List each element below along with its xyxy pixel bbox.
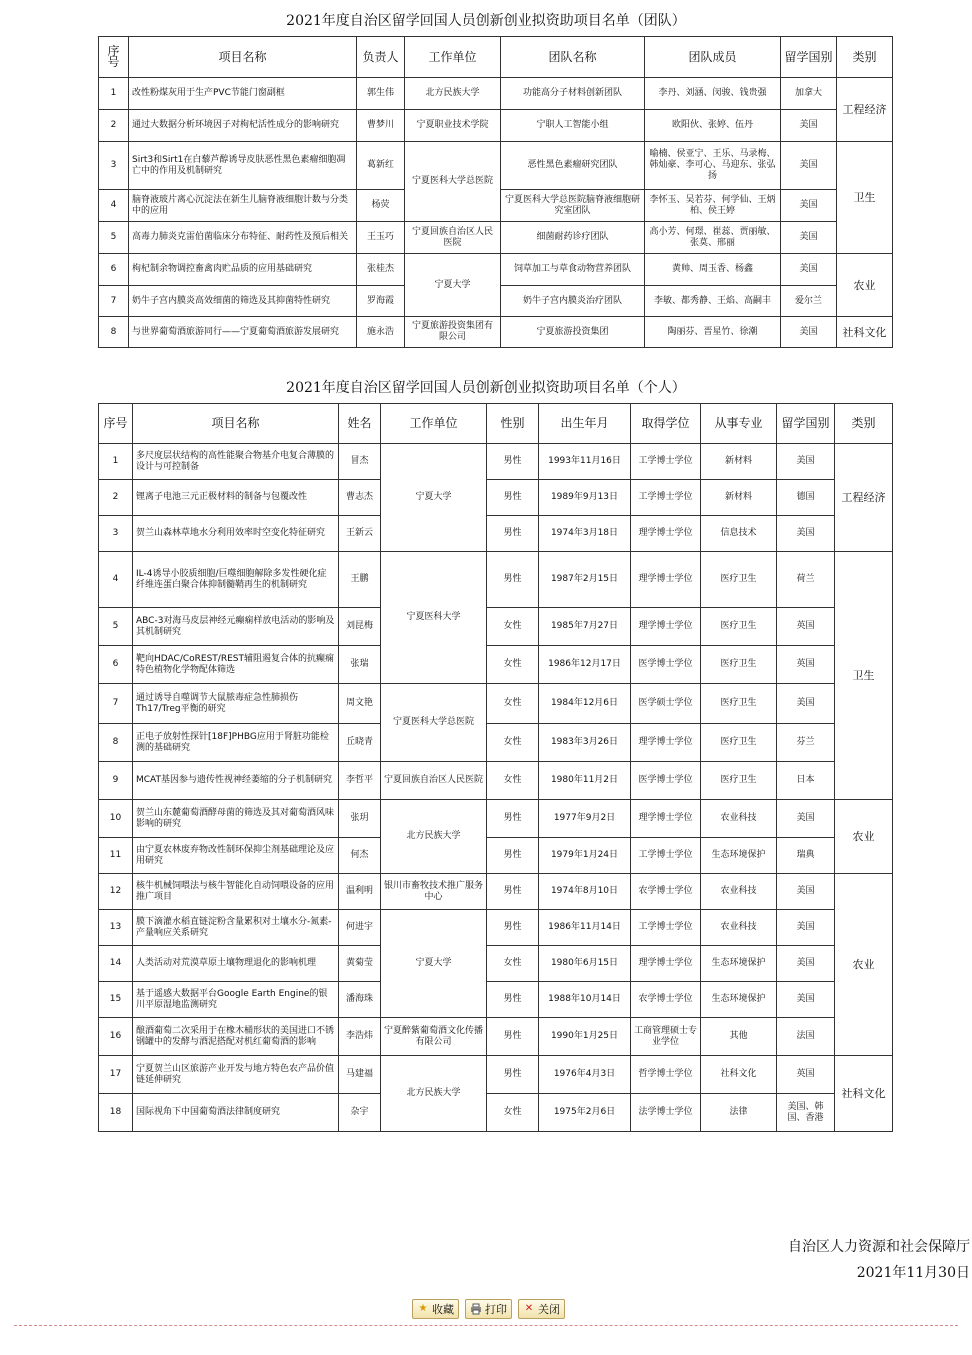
cell-degree: 工商管理硕士专业学位 — [631, 1018, 701, 1056]
person-table-title: 2021年度自治区留学回国人员创新创业拟资助项目名单（个人） — [286, 380, 686, 396]
cell-no: 15 — [99, 982, 133, 1018]
cell-degree: 工学博士学位 — [631, 910, 701, 946]
header-country: 留学国别 — [781, 37, 837, 78]
table-row — [99, 684, 893, 724]
cell-team: 恶性黑色素瘤研究团队 — [501, 142, 645, 190]
cell-degree: 理学博士学位 — [631, 946, 701, 982]
cell-country: 美国 — [781, 254, 837, 286]
team-table — [98, 36, 893, 348]
cell-degree: 工学博士学位 — [631, 480, 701, 516]
cell-unit: 宁夏回族自治区人民医院 — [381, 762, 487, 800]
cell-team: 宁夏旅游投资集团 — [501, 317, 645, 348]
cell-country: 美国 — [781, 222, 837, 254]
cell-no: 2 — [99, 110, 129, 142]
table-row — [99, 552, 893, 608]
cell-birth: 1987年2月15日 — [539, 552, 631, 608]
cell-major: 信息技术 — [701, 516, 777, 552]
cell-major: 医疗卫生 — [701, 552, 777, 608]
cell-country: 美国 — [777, 516, 835, 552]
cell-major: 法律 — [701, 1094, 777, 1132]
cell-birth: 1986年12月17日 — [539, 646, 631, 684]
cell-birth: 1979年1月24日 — [539, 838, 631, 874]
action-buttons — [412, 1299, 565, 1319]
cell-no: 3 — [99, 516, 133, 552]
cell-team: 宁职人工智能小组 — [501, 110, 645, 142]
cell-gender: 男性 — [487, 1056, 539, 1094]
cell-category: 社科文化 — [835, 1056, 893, 1132]
cell-degree: 理学博士学位 — [631, 800, 701, 838]
header-unit: 工作单位 — [381, 404, 487, 444]
cell-birth: 1980年11月2日 — [539, 762, 631, 800]
cell-birth: 1985年7月27日 — [539, 608, 631, 646]
cell-unit: 宁夏醉紫葡萄酒文化传播有限公司 — [381, 1018, 487, 1056]
cell-members: 李丹、刘涵、闵骏、钱贵强 — [645, 78, 781, 110]
cell-country: 美国 — [781, 190, 837, 222]
table-row — [99, 910, 893, 946]
issuing-organization: 自治区人力资源和社会保障厅 — [788, 1239, 970, 1255]
cell-country: 美国 — [777, 910, 835, 946]
cell-degree: 理学博士学位 — [631, 516, 701, 552]
table-row — [99, 254, 893, 286]
cell-name: 冒杰 — [339, 444, 381, 480]
cell-no: 13 — [99, 910, 133, 946]
cell-major: 生态环境保护 — [701, 982, 777, 1018]
header-members: 团队成员 — [645, 37, 781, 78]
table-row — [99, 1094, 893, 1132]
cell-unit: 宁夏大学 — [381, 910, 487, 1018]
cell-no: 7 — [99, 286, 129, 317]
cell-project: 枸杞制余物调控畜禽肉贮品质的应用基础研究 — [129, 254, 357, 286]
cell-degree: 理学博士学位 — [631, 724, 701, 762]
cell-birth: 1988年10月14日 — [539, 982, 631, 1018]
header-project: 项目名称 — [129, 37, 357, 78]
cell-degree: 理学博士学位 — [631, 608, 701, 646]
cell-name: 李哲平 — [339, 762, 381, 800]
cell-birth: 1986年11月14日 — [539, 910, 631, 946]
favorite-button[interactable] — [412, 1299, 459, 1319]
cell-name: 张玥 — [339, 800, 381, 838]
cell-project: 国际视角下中国葡萄酒法律制度研究 — [133, 1094, 339, 1132]
table-row — [99, 874, 893, 910]
cell-project: IL-4诱导小胶质细胞/巨噬细胞解除多发性硬化症纤维连蛋白聚合体抑制髓鞘再生的机制研究 — [133, 552, 339, 608]
cell-leader: 郭生伟 — [357, 78, 405, 110]
table-row — [99, 444, 893, 480]
print-button[interactable] — [465, 1299, 512, 1319]
table-row — [99, 317, 893, 348]
cell-major: 医疗卫生 — [701, 684, 777, 724]
cell-gender: 女性 — [487, 684, 539, 724]
header-leader: 负责人 — [357, 37, 405, 78]
table-row — [99, 142, 893, 190]
cell-leader: 杨荧 — [357, 190, 405, 222]
cell-birth: 1975年2月6日 — [539, 1094, 631, 1132]
issue-date: 2021年11月30日 — [856, 1265, 970, 1281]
cell-major: 农业科技 — [701, 800, 777, 838]
cell-category: 农业 — [835, 874, 893, 1056]
cell-name: 何杰 — [339, 838, 381, 874]
cell-country: 荷兰 — [777, 552, 835, 608]
cell-country: 英国 — [777, 646, 835, 684]
cell-project: MCAT基因参与遗传性视神经萎缩的分子机制研究 — [133, 762, 339, 800]
table-row — [99, 1056, 893, 1094]
cell-name: 王新云 — [339, 516, 381, 552]
cell-no: 8 — [99, 724, 133, 762]
cell-country: 美国、韩国、香港 — [777, 1094, 835, 1132]
cell-no: 1 — [99, 78, 129, 110]
cell-major: 医疗卫生 — [701, 724, 777, 762]
cell-name: 丘晓青 — [339, 724, 381, 762]
cell-unit: 宁夏回族自治区人民医院 — [405, 222, 501, 254]
cell-major: 新材料 — [701, 444, 777, 480]
cell-country: 美国 — [777, 874, 835, 910]
favorite-label: 收藏 — [432, 1303, 454, 1316]
cell-name: 黄菊莹 — [339, 946, 381, 982]
cell-members: 李怀玉、吴若芬、何学仙、王炳柏、侯王婷 — [645, 190, 781, 222]
header-major: 从事专业 — [701, 404, 777, 444]
cell-leader: 王玉巧 — [357, 222, 405, 254]
cell-unit: 宁夏旅游投资集团有限公司 — [405, 317, 501, 348]
cell-degree: 医学博士学位 — [631, 762, 701, 800]
cell-leader: 曹梦川 — [357, 110, 405, 142]
cell-name: 温利明 — [339, 874, 381, 910]
cell-unit: 银川市畜牧技术推广服务中心 — [381, 874, 487, 910]
cell-major: 医疗卫生 — [701, 608, 777, 646]
cell-no: 4 — [99, 190, 129, 222]
header-country: 留学国别 — [777, 404, 835, 444]
table-row — [99, 724, 893, 762]
cell-country: 爱尔兰 — [781, 286, 837, 317]
star-icon: ★ — [418, 1303, 428, 1314]
cell-major: 农业科技 — [701, 874, 777, 910]
cell-name: 潘海珠 — [339, 982, 381, 1018]
cell-project: 多尺度层状结构的高性能聚合物基介电复合薄膜的设计与可控制备 — [133, 444, 339, 480]
cell-name: 何进宇 — [339, 910, 381, 946]
cell-country: 美国 — [781, 110, 837, 142]
cell-project: 与世界葡萄酒旅游同行——宁夏葡萄酒旅游发展研究 — [129, 317, 357, 348]
table-row — [99, 608, 893, 646]
cell-gender: 男性 — [487, 838, 539, 874]
cell-category: 工程经济 — [837, 78, 893, 142]
cell-country: 美国 — [781, 142, 837, 190]
cell-country: 英国 — [777, 1056, 835, 1094]
cell-birth: 1977年9月2日 — [539, 800, 631, 838]
cell-gender: 男性 — [487, 800, 539, 838]
cell-name: 李浩炜 — [339, 1018, 381, 1056]
cell-degree: 农学博士学位 — [631, 982, 701, 1018]
cell-no: 6 — [99, 254, 129, 286]
cell-no: 4 — [99, 552, 133, 608]
header-unit: 工作单位 — [405, 37, 501, 78]
cell-team: 宁夏医科大学总医院脑脊液细胞研究室团队 — [501, 190, 645, 222]
cell-major: 医疗卫生 — [701, 646, 777, 684]
cell-gender: 男性 — [487, 910, 539, 946]
cell-no: 12 — [99, 874, 133, 910]
cell-major: 生态环境保护 — [701, 838, 777, 874]
close-button[interactable] — [518, 1299, 565, 1319]
header-birth: 出生年月 — [539, 404, 631, 444]
cell-team: 细菌耐药诊疗团队 — [501, 222, 645, 254]
cell-project: 正电子放射性探针[18F]PHBG应用于肾脏功能检测的基础研究 — [133, 724, 339, 762]
person-header-row — [99, 404, 893, 444]
printer-icon — [470, 1303, 482, 1315]
cell-major: 生态环境保护 — [701, 946, 777, 982]
cell-name: 周文艳 — [339, 684, 381, 724]
cell-name: 刘昆梅 — [339, 608, 381, 646]
cell-country: 英国 — [777, 608, 835, 646]
table-row — [99, 222, 893, 254]
cell-gender: 女性 — [487, 1094, 539, 1132]
cell-degree: 哲学博士学位 — [631, 1056, 701, 1094]
cell-birth: 1990年1月25日 — [539, 1018, 631, 1056]
cell-name: 杂宇 — [339, 1094, 381, 1132]
print-label: 打印 — [485, 1303, 507, 1316]
table-row — [99, 838, 893, 874]
cell-project: 贺兰山东麓葡萄酒酵母菌的筛选及其对葡萄酒风味影响的研究 — [133, 800, 339, 838]
cell-team: 饲草加工与草食动物营养团队 — [501, 254, 645, 286]
cell-no: 1 — [99, 444, 133, 480]
cell-birth: 1974年3月18日 — [539, 516, 631, 552]
cell-members: 陶丽芬、晋星竹、徐潮 — [645, 317, 781, 348]
cell-country: 芬兰 — [777, 724, 835, 762]
cell-degree: 工学博士学位 — [631, 838, 701, 874]
cell-project: 膜下滴灌水稻直链淀粉含量累积对土壤水分-氮素-产量响应关系研究 — [133, 910, 339, 946]
cell-major: 医疗卫生 — [701, 762, 777, 800]
person-table — [98, 403, 893, 1132]
cell-no: 3 — [99, 142, 129, 190]
table-row — [99, 982, 893, 1018]
cell-gender: 男性 — [487, 552, 539, 608]
close-label: 关闭 — [538, 1303, 560, 1316]
cell-project: 通过大数据分析环境因子对枸杞活性成分的影响研究 — [129, 110, 357, 142]
cell-no: 17 — [99, 1056, 133, 1094]
team-table-title: 2021年度自治区留学回国人员创新创业拟资助项目名单（团队） — [286, 13, 686, 29]
cell-name: 张瑞 — [339, 646, 381, 684]
cell-project: 人类活动对荒漠草原土壤物理退化的影响机理 — [133, 946, 339, 982]
cell-gender: 男性 — [487, 444, 539, 480]
cell-gender: 男性 — [487, 982, 539, 1018]
cell-country: 美国 — [777, 444, 835, 480]
table-row — [99, 946, 893, 982]
cell-no: 10 — [99, 800, 133, 838]
cell-major: 社科文化 — [701, 1056, 777, 1094]
table-row — [99, 78, 893, 110]
team-header-row — [99, 37, 893, 78]
cell-members: 高小芳、何璟、崔蕊、贾丽敏、张莫、邢丽 — [645, 222, 781, 254]
cell-gender: 男性 — [487, 874, 539, 910]
cell-gender: 男性 — [487, 516, 539, 552]
cell-leader: 张桂杰 — [357, 254, 405, 286]
cell-leader: 施永浩 — [357, 317, 405, 348]
cell-unit: 宁夏大学 — [381, 444, 487, 552]
table-row — [99, 762, 893, 800]
header-gender: 性别 — [487, 404, 539, 444]
cell-country: 美国 — [777, 800, 835, 838]
cell-gender: 女性 — [487, 646, 539, 684]
cell-members: 李敏、都秀静、王焰、高嗣丰 — [645, 286, 781, 317]
cell-gender: 男性 — [487, 480, 539, 516]
cell-gender: 女性 — [487, 946, 539, 982]
cell-birth: 1989年9月13日 — [539, 480, 631, 516]
cell-degree: 医学博士学位 — [631, 646, 701, 684]
cell-members: 黄帅、周玉香、杨鑫 — [645, 254, 781, 286]
cell-project: 靶向HDAC/CoREST/REST辅阻遏复合体的抗癫痫特色植物化学物配体筛选 — [133, 646, 339, 684]
cell-team: 功能高分子材料创新团队 — [501, 78, 645, 110]
cell-birth: 1976年4月3日 — [539, 1056, 631, 1094]
table-row — [99, 480, 893, 516]
cell-leader: 葛新红 — [357, 142, 405, 190]
header-category: 类别 — [835, 404, 893, 444]
table-row — [99, 646, 893, 684]
cell-country: 法国 — [777, 1018, 835, 1056]
cell-country: 加拿大 — [781, 78, 837, 110]
cell-degree: 理学博士学位 — [631, 552, 701, 608]
cell-category: 工程经济 — [835, 444, 893, 552]
table-row — [99, 110, 893, 142]
cell-category: 农业 — [835, 800, 893, 874]
cell-category: 卫生 — [835, 552, 893, 800]
cell-project: 贺兰山森林草地水分利用效率时空变化特征研究 — [133, 516, 339, 552]
cell-birth: 1974年8月10日 — [539, 874, 631, 910]
cell-major: 新材料 — [701, 480, 777, 516]
cell-project: Sirt3和Sirt1在白藜芦醇诱导皮肤恶性黑色素瘤细胞凋亡中的作用及机制研究 — [129, 142, 357, 190]
cell-birth: 1983年3月26日 — [539, 724, 631, 762]
close-icon: ✕ — [524, 1303, 534, 1314]
cell-category: 卫生 — [837, 142, 893, 254]
cell-project: 通过诱导自噬调节大鼠脓毒症急性肺损伤Th17/Treg平衡的研究 — [133, 684, 339, 724]
cell-team: 奶牛子宫内膜炎治疗团队 — [501, 286, 645, 317]
cell-unit: 宁夏大学 — [405, 254, 501, 317]
cell-gender: 女性 — [487, 724, 539, 762]
cell-category: 农业 — [837, 254, 893, 317]
cell-no: 2 — [99, 480, 133, 516]
cell-no: 6 — [99, 646, 133, 684]
cell-unit: 宁夏医科大学总医院 — [381, 684, 487, 762]
cell-no: 5 — [99, 222, 129, 254]
cell-project: 锂离子电池三元正极材料的制备与包覆改性 — [133, 480, 339, 516]
cell-no: 16 — [99, 1018, 133, 1056]
cell-gender: 男性 — [487, 1018, 539, 1056]
cell-major: 其他 — [701, 1018, 777, 1056]
header-name: 姓名 — [339, 404, 381, 444]
cell-unit: 北方民族大学 — [381, 800, 487, 874]
table-row — [99, 516, 893, 552]
cell-project: 奶牛子宫内膜炎高效细菌的筛选及其抑菌特性研究 — [129, 286, 357, 317]
cell-members: 喻楠、侯亚宁、王乐、马录梅、韩灿豪、李可心、马迎东、张弘扬 — [645, 142, 781, 190]
header-project: 项目名称 — [133, 404, 339, 444]
cell-country: 美国 — [777, 684, 835, 724]
cell-leader: 罗海霞 — [357, 286, 405, 317]
table-row — [99, 1018, 893, 1056]
cell-no: 8 — [99, 317, 129, 348]
cell-project: 脑脊液玻片离心沉淀法在新生儿脑脊液细胞计数与分类中的应用 — [129, 190, 357, 222]
table-row — [99, 800, 893, 838]
cell-category: 社科文化 — [837, 317, 893, 348]
cell-project: ABC-3对海马皮层神经元癫痫样放电活动的影响及其机制研究 — [133, 608, 339, 646]
cell-country: 美国 — [781, 317, 837, 348]
header-degree: 取得学位 — [631, 404, 701, 444]
cell-country: 美国 — [777, 946, 835, 982]
cell-project: 改性粉煤灰用于生产PVC节能门窗副框 — [129, 78, 357, 110]
header-category: 类别 — [837, 37, 893, 78]
cell-name: 曹志杰 — [339, 480, 381, 516]
cell-no: 18 — [99, 1094, 133, 1132]
cell-project: 宁夏贺兰山区旅游产业开发与地方特色农产品价值链延伸研究 — [133, 1056, 339, 1094]
cell-unit: 宁夏医科大学总医院 — [405, 142, 501, 222]
cell-no: 5 — [99, 608, 133, 646]
cell-country: 美国 — [777, 982, 835, 1018]
cell-no: 11 — [99, 838, 133, 874]
cell-birth: 1993年11月16日 — [539, 444, 631, 480]
cell-members: 欧阳伙、张婷、伍丹 — [645, 110, 781, 142]
cell-degree: 法学博士学位 — [631, 1094, 701, 1132]
cell-country: 瑞典 — [777, 838, 835, 874]
cell-unit: 北方民族大学 — [405, 78, 501, 110]
cell-gender: 女性 — [487, 762, 539, 800]
cell-project: 核牛机械饲喂法与核牛智能化自动饲喂设备的应用推广项目 — [133, 874, 339, 910]
header-no: 序号 — [99, 404, 133, 444]
cell-degree: 农学博士学位 — [631, 874, 701, 910]
header-no: 序号 — [99, 37, 129, 78]
cell-country: 日本 — [777, 762, 835, 800]
cell-no: 7 — [99, 684, 133, 724]
cell-unit: 北方民族大学 — [381, 1056, 487, 1132]
divider — [14, 1325, 958, 1326]
cell-birth: 1980年6月15日 — [539, 946, 631, 982]
cell-gender: 女性 — [487, 608, 539, 646]
cell-country: 德国 — [777, 480, 835, 516]
cell-major: 农业科技 — [701, 910, 777, 946]
cell-name: 马建福 — [339, 1056, 381, 1094]
cell-name: 王鹏 — [339, 552, 381, 608]
cell-no: 14 — [99, 946, 133, 982]
cell-degree: 工学博士学位 — [631, 444, 701, 480]
cell-degree: 医学硕士学位 — [631, 684, 701, 724]
cell-project: 酿酒葡萄二次采用于在橡木桶形状的美国进口不锈钢罐中的发酵与酒泥搭配对机红葡萄酒的影响 — [133, 1018, 339, 1056]
cell-project: 由宁夏农林废弃物改性制环保抑尘剂基础理论及应用研究 — [133, 838, 339, 874]
cell-unit: 宁夏医科大学 — [381, 552, 487, 684]
cell-birth: 1984年12月6日 — [539, 684, 631, 724]
cell-no: 9 — [99, 762, 133, 800]
cell-project: 基于遥感大数据平台Google Earth Engine的银川平原湿地监测研究 — [133, 982, 339, 1018]
header-team: 团队名称 — [501, 37, 645, 78]
cell-project: 高毒力肺炎克雷伯菌临床分布特征、耐药性及预后相关 — [129, 222, 357, 254]
cell-unit: 宁夏职业技术学院 — [405, 110, 501, 142]
